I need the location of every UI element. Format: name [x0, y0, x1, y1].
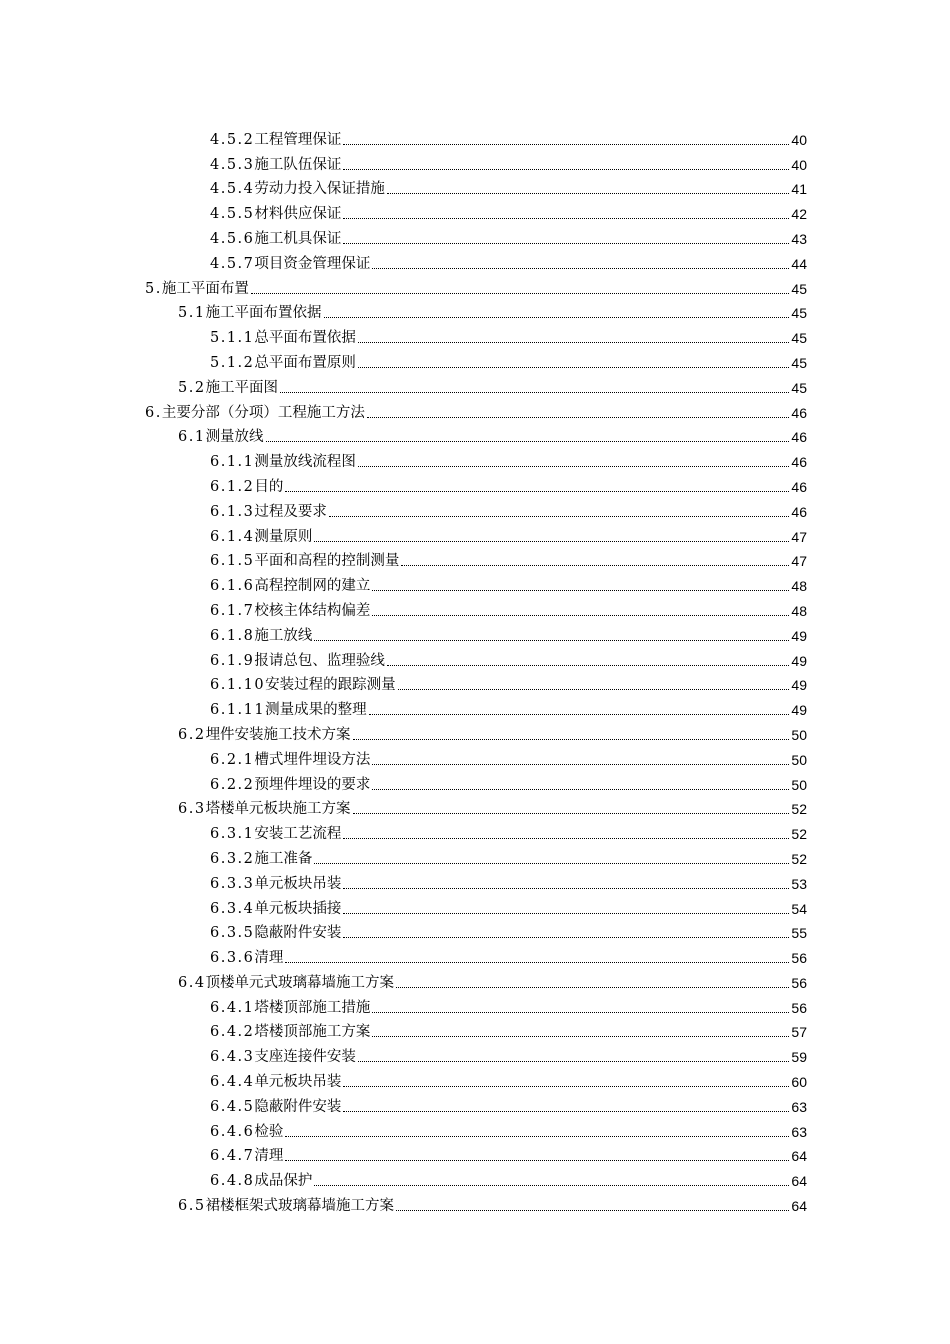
- toc-entry-page-number: 41: [791, 181, 807, 198]
- toc-entry-title: 塔楼顶部施工措施: [254, 999, 371, 1016]
- toc-entry-title: 施工机具保证: [254, 230, 342, 247]
- toc-entry[interactable]: [145, 868, 807, 893]
- toc-entry[interactable]: [145, 843, 807, 868]
- toc-entry-number: 6.1.11: [210, 702, 266, 719]
- toc-entry-page-number: 52: [791, 801, 807, 818]
- toc-entry[interactable]: [145, 1141, 807, 1166]
- toc-entry-page-number: 63: [791, 1123, 807, 1140]
- toc-entry-page-number: 48: [791, 578, 807, 595]
- toc-entry-title: 单元板块吊装: [254, 1074, 342, 1091]
- toc-entry-title: 隐蔽附件安装: [254, 1098, 342, 1115]
- toc-entry-page-number: 46: [791, 404, 807, 421]
- toc-entry-page-number: 46: [791, 478, 807, 495]
- toc-entry-number: 6.1.4: [210, 528, 255, 545]
- toc-entry-number: 6.2: [178, 726, 206, 743]
- toc-entry[interactable]: [145, 1165, 807, 1190]
- toc-entry-title: 测量放线: [205, 429, 264, 446]
- toc-entry[interactable]: [145, 620, 807, 645]
- toc-entry-title: 测量放线流程图: [254, 454, 356, 471]
- toc-entry-number: 6.3: [178, 801, 206, 818]
- toc-entry[interactable]: [145, 1066, 807, 1091]
- toc-entry-number: 6.1.3: [210, 503, 255, 520]
- toc-entry-page-number: 50: [791, 726, 807, 743]
- toc-entry[interactable]: [145, 521, 807, 546]
- toc-entry-number: 6.1.5: [210, 553, 255, 570]
- toc-entry-page-number: 63: [791, 1098, 807, 1115]
- toc-entry-number: 6.3.5: [210, 925, 255, 942]
- toc-dot-leader: [372, 789, 789, 790]
- toc-entry-number: 6.4.1: [210, 999, 255, 1016]
- toc-entry-title: 顶楼单元式玻璃幕墙施工方案: [205, 974, 395, 991]
- toc-entry[interactable]: [145, 198, 807, 223]
- toc-entry-title: 项目资金管理保证: [254, 255, 371, 272]
- toc-dot-leader: [343, 913, 789, 914]
- toc-entry-title: 工程管理保证: [254, 131, 342, 148]
- toc-entry-page-number: 49: [791, 702, 807, 719]
- toc-dot-leader: [285, 962, 789, 963]
- toc-dot-leader: [285, 1136, 789, 1137]
- toc-entry-number: 6.3.2: [210, 850, 255, 867]
- table-of-contents: [145, 124, 807, 1215]
- toc-entry[interactable]: [145, 546, 807, 571]
- toc-entry-page-number: 46: [791, 454, 807, 471]
- toc-entry-number: 5.2: [178, 379, 206, 396]
- toc-entry[interactable]: [145, 496, 807, 521]
- toc-entry-page-number: 43: [791, 230, 807, 247]
- toc-entry-title: 施工平面布置: [161, 280, 249, 297]
- toc-entry-page-number: 49: [791, 652, 807, 669]
- toc-dot-leader: [343, 169, 789, 170]
- toc-dot-leader: [358, 367, 790, 368]
- toc-entry-page-number: 53: [791, 875, 807, 892]
- toc-entry-page-number: 64: [791, 1198, 807, 1215]
- toc-entry-number: 4.5.2: [210, 131, 255, 148]
- toc-entry[interactable]: [145, 372, 807, 397]
- toc-entry-number: 4.5.6: [210, 230, 255, 247]
- toc-entry-page-number: 42: [791, 206, 807, 223]
- toc-entry-title: 塔楼单元板块施工方案: [205, 801, 351, 818]
- toc-entry-title: 检验: [254, 1123, 284, 1140]
- toc-dot-leader: [285, 491, 789, 492]
- toc-entry-page-number: 55: [791, 925, 807, 942]
- toc-entry-title: 支座连接件安装: [254, 1049, 356, 1066]
- toc-entry-title: 目的: [254, 478, 284, 495]
- toc-entry[interactable]: [145, 471, 807, 496]
- toc-entry-number: 4.5.4: [210, 181, 255, 198]
- toc-entry-title: 校核主体结构偏差: [254, 602, 371, 619]
- toc-entry-title: 测量成果的整理: [265, 702, 367, 719]
- toc-dot-leader: [401, 565, 789, 566]
- toc-entry-title: 施工队伍保证: [254, 156, 342, 173]
- toc-dot-leader: [280, 392, 789, 393]
- toc-entry-page-number: 45: [791, 305, 807, 322]
- toc-dot-leader: [353, 739, 790, 740]
- toc-dot-leader: [387, 193, 790, 194]
- toc-dot-leader: [343, 1086, 789, 1087]
- toc-dot-leader: [398, 689, 790, 690]
- toc-entry-number: 6.4.3: [210, 1049, 255, 1066]
- toc-dot-leader: [314, 541, 789, 542]
- toc-entry-title: 单元板块吊装: [254, 875, 342, 892]
- toc-entry-title: 裙楼框架式玻璃幕墙施工方案: [205, 1198, 395, 1215]
- toc-entry-title: 塔楼顶部施工方案: [254, 1024, 371, 1041]
- toc-entry-page-number: 64: [791, 1173, 807, 1190]
- toc-dot-leader: [358, 342, 790, 343]
- toc-dot-leader: [314, 863, 789, 864]
- toc-dot-leader: [343, 838, 789, 839]
- toc-entry-number: 6.1.10: [210, 677, 266, 694]
- toc-entry-number: 4.5.3: [210, 156, 255, 173]
- toc-entry-number: 5.1: [178, 305, 206, 322]
- toc-entry-page-number: 57: [791, 1024, 807, 1041]
- toc-dot-leader: [343, 243, 789, 244]
- toc-entry-page-number: 49: [791, 677, 807, 694]
- toc-entry-page-number: 64: [791, 1148, 807, 1165]
- toc-entry-page-number: 40: [791, 156, 807, 173]
- toc-entry-page-number: 60: [791, 1074, 807, 1091]
- toc-entry-number: 5.1.1: [210, 330, 255, 347]
- toc-entry[interactable]: [145, 670, 807, 695]
- toc-entry-number: 5.: [145, 280, 162, 297]
- toc-dot-leader: [396, 1210, 789, 1211]
- toc-entry[interactable]: [145, 1190, 807, 1215]
- toc-entry-page-number: 45: [791, 330, 807, 347]
- toc-dot-leader: [358, 1061, 790, 1062]
- toc-dot-leader: [372, 615, 789, 616]
- toc-entry-page-number: 48: [791, 602, 807, 619]
- toc-entry[interactable]: [145, 818, 807, 843]
- toc-entry-page-number: 47: [791, 553, 807, 570]
- toc-entry[interactable]: [145, 967, 807, 992]
- toc-entry[interactable]: [145, 298, 807, 323]
- toc-entry-title: 隐蔽附件安装: [254, 925, 342, 942]
- toc-dot-leader: [343, 937, 789, 938]
- toc-dot-leader: [314, 1185, 789, 1186]
- toc-entry-number: 6.4.4: [210, 1074, 255, 1091]
- toc-dot-leader: [353, 813, 790, 814]
- toc-entry[interactable]: [145, 1091, 807, 1116]
- toc-dot-leader: [314, 640, 789, 641]
- toc-entry-number: 4.5.7: [210, 255, 255, 272]
- toc-entry[interactable]: [145, 992, 807, 1017]
- toc-dot-leader: [372, 590, 789, 591]
- toc-entry-title: 施工平面图: [205, 379, 279, 396]
- toc-entry-page-number: 56: [791, 950, 807, 967]
- toc-entry-number: 6.1.6: [210, 578, 255, 595]
- toc-entry-title: 槽式埋件埋设方法: [254, 751, 371, 768]
- toc-entry-number: 6.5: [178, 1198, 206, 1215]
- toc-entry-page-number: 54: [791, 900, 807, 917]
- toc-entry[interactable]: [145, 794, 807, 819]
- toc-entry-title: 预埋件埋设的要求: [254, 776, 371, 793]
- toc-entry-number: 6.3.1: [210, 826, 255, 843]
- toc-entry-title: 施工放线: [254, 627, 313, 644]
- toc-entry-page-number: 50: [791, 776, 807, 793]
- toc-dot-leader: [343, 888, 789, 889]
- toc-entry-number: 6.4.2: [210, 1024, 255, 1041]
- toc-entry-page-number: 59: [791, 1049, 807, 1066]
- toc-dot-leader: [343, 218, 789, 219]
- toc-entry[interactable]: [145, 422, 807, 447]
- toc-entry-page-number: 52: [791, 850, 807, 867]
- toc-entry-title: 清理: [254, 1148, 284, 1165]
- toc-entry[interactable]: [145, 149, 807, 174]
- toc-entry-title: 清理: [254, 950, 284, 967]
- toc-entry-number: 5.1.2: [210, 354, 255, 371]
- toc-entry-number: 6.3.6: [210, 950, 255, 967]
- toc-dot-leader: [329, 516, 790, 517]
- toc-entry-page-number: 46: [791, 503, 807, 520]
- toc-entry-page-number: 44: [791, 255, 807, 272]
- toc-entry-number: 6.3.3: [210, 875, 255, 892]
- toc-dot-leader: [251, 293, 790, 294]
- toc-entry[interactable]: [145, 719, 807, 744]
- toc-entry-number: 6.4.5: [210, 1098, 255, 1115]
- toc-entry-page-number: 45: [791, 379, 807, 396]
- toc-entry[interactable]: [145, 769, 807, 794]
- toc-entry-title: 施工平面布置依据: [205, 305, 322, 322]
- toc-entry[interactable]: [145, 893, 807, 918]
- toc-entry-page-number: 50: [791, 751, 807, 768]
- toc-dot-leader: [343, 144, 789, 145]
- toc-entry-number: 6.1.2: [210, 478, 255, 495]
- toc-entry[interactable]: [145, 322, 807, 347]
- toc-entry-title: 总平面布置依据: [254, 330, 356, 347]
- toc-entry-title: 成品保护: [254, 1173, 313, 1190]
- toc-entry-page-number: 49: [791, 627, 807, 644]
- toc-entry-number: 6.: [145, 404, 162, 421]
- toc-entry-page-number: 52: [791, 826, 807, 843]
- toc-entry[interactable]: [145, 918, 807, 943]
- toc-entry-page-number: 47: [791, 528, 807, 545]
- toc-entry-number: 6.3.4: [210, 900, 255, 917]
- toc-entry-number: 6.1.9: [210, 652, 255, 669]
- toc-dot-leader: [358, 466, 790, 467]
- toc-entry-title: 安装工艺流程: [254, 826, 342, 843]
- toc-entry-page-number: 45: [791, 280, 807, 297]
- toc-entry-number: 6.2.2: [210, 776, 255, 793]
- toc-entry-number: 4.5.5: [210, 206, 255, 223]
- toc-entry-page-number: 40: [791, 131, 807, 148]
- toc-entry-title: 施工准备: [254, 850, 313, 867]
- toc-dot-leader: [285, 1160, 789, 1161]
- toc-dot-leader: [266, 441, 790, 442]
- toc-entry[interactable]: [145, 124, 807, 149]
- toc-entry-number: 6.4.6: [210, 1123, 255, 1140]
- toc-dot-leader: [396, 987, 789, 988]
- toc-entry-number: 6.4.7: [210, 1148, 255, 1165]
- toc-entry[interactable]: [145, 744, 807, 769]
- toc-entry[interactable]: [145, 174, 807, 199]
- toc-entry-title: 平面和高程的控制测量: [254, 553, 400, 570]
- toc-entry[interactable]: [145, 942, 807, 967]
- toc-entry-number: 6.4.8: [210, 1173, 255, 1190]
- toc-entry-title: 总平面布置原则: [254, 354, 356, 371]
- toc-entry-title: 劳动力投入保证措施: [254, 181, 385, 198]
- toc-entry-page-number: 56: [791, 999, 807, 1016]
- toc-entry-number: 6.4: [178, 974, 206, 991]
- toc-entry-page-number: 46: [791, 429, 807, 446]
- toc-entry[interactable]: [145, 694, 807, 719]
- toc-entry[interactable]: [145, 347, 807, 372]
- toc-dot-leader: [367, 417, 790, 418]
- toc-entry-title: 测量原则: [254, 528, 313, 545]
- toc-entry-number: 6.1: [178, 429, 206, 446]
- toc-entry-title: 单元板块插接: [254, 900, 342, 917]
- toc-dot-leader: [387, 665, 790, 666]
- toc-entry-page-number: 45: [791, 354, 807, 371]
- toc-entry-title: 安装过程的跟踪测量: [265, 677, 396, 694]
- toc-entry-page-number: 56: [791, 974, 807, 991]
- toc-entry[interactable]: [145, 1041, 807, 1066]
- toc-entry[interactable]: [145, 397, 807, 422]
- toc-dot-leader: [343, 1111, 789, 1112]
- toc-entry-number: 6.1.8: [210, 627, 255, 644]
- toc-entry[interactable]: [145, 446, 807, 471]
- toc-entry[interactable]: [145, 595, 807, 620]
- toc-entry-number: 6.1.7: [210, 602, 255, 619]
- toc-dot-leader: [369, 714, 790, 715]
- toc-entry-number: 6.1.1: [210, 454, 255, 471]
- toc-dot-leader: [372, 1036, 789, 1037]
- toc-entry-title: 材料供应保证: [254, 206, 342, 223]
- toc-entry[interactable]: [145, 248, 807, 273]
- toc-entry[interactable]: [145, 1017, 807, 1042]
- toc-dot-leader: [372, 1012, 789, 1013]
- toc-entry-number: 6.2.1: [210, 751, 255, 768]
- toc-entry[interactable]: [145, 273, 807, 298]
- toc-entry[interactable]: [145, 223, 807, 248]
- toc-entry[interactable]: [145, 645, 807, 670]
- toc-entry[interactable]: [145, 1116, 807, 1141]
- toc-dot-leader: [372, 764, 789, 765]
- toc-entry-title: 过程及要求: [254, 503, 327, 520]
- toc-entry-title: 报请总包、监理验线: [254, 652, 385, 669]
- toc-dot-leader: [324, 317, 790, 318]
- toc-entry[interactable]: [145, 570, 807, 595]
- toc-entry-title: 主要分部（分项）工程施工方法: [161, 404, 365, 421]
- toc-dot-leader: [372, 268, 789, 269]
- toc-entry-title: 高程控制网的建立: [254, 578, 371, 595]
- toc-entry-title: 埋件安装施工技术方案: [205, 726, 351, 743]
